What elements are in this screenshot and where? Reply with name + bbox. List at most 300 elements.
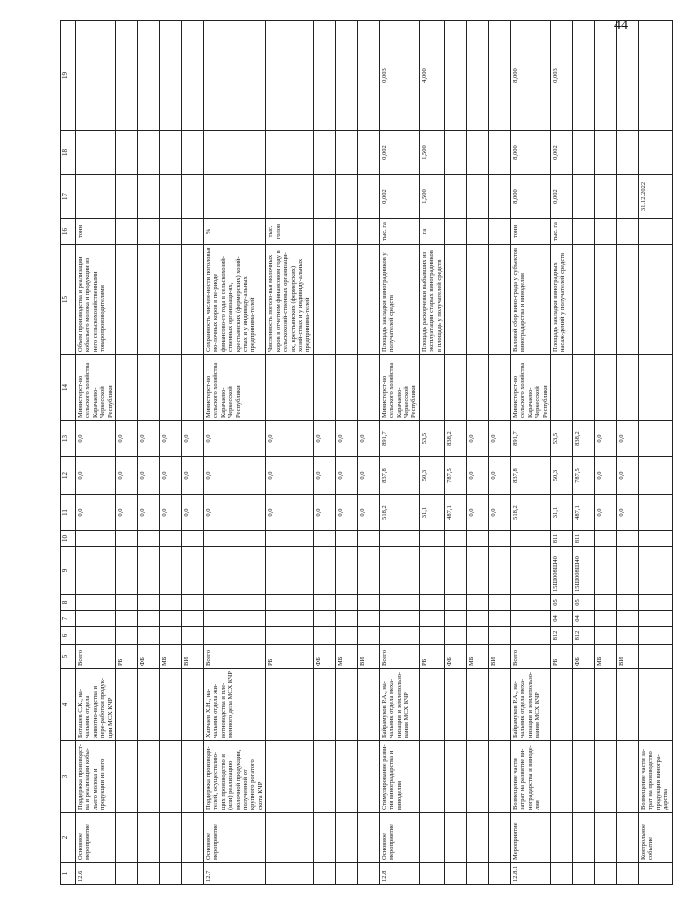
table-cell: РБ (551, 645, 573, 669)
table-cell (573, 219, 595, 245)
table-cell (444, 595, 466, 611)
table-cell (138, 547, 160, 595)
table-cell (204, 21, 266, 131)
column-header: 16 (61, 219, 76, 245)
table-cell: Стимулирование разви-тия виноградарства и виноделия (379, 741, 419, 813)
table-cell (357, 863, 379, 885)
table-cell (138, 245, 160, 355)
table-cell (138, 219, 160, 245)
table-cell: 0,002 (379, 131, 419, 175)
table-cell: 487,1 (444, 495, 466, 531)
table-cell (313, 531, 335, 547)
table-cell (335, 611, 357, 627)
table-cell: ФБ (444, 645, 466, 669)
table-cell (116, 627, 138, 645)
table-cell: 0,0 (160, 421, 182, 457)
table-cell (444, 813, 466, 863)
table-cell: МБ (335, 645, 357, 669)
column-header: 11 (61, 495, 76, 531)
table-cell (182, 21, 204, 131)
table-cell (510, 595, 550, 611)
table-cell: 0,0 (182, 421, 204, 457)
table-cell (617, 21, 639, 131)
table-cell (639, 611, 673, 627)
table-cell: 12.6 (76, 863, 116, 885)
column-header: 4 (61, 669, 76, 741)
table-cell (204, 595, 266, 611)
table-cell (138, 611, 160, 627)
table-cell (182, 627, 204, 645)
table-cell (357, 175, 379, 219)
table-cell (595, 547, 617, 595)
table-cell (466, 813, 488, 863)
table-cell (444, 669, 466, 741)
table-cell (444, 627, 466, 645)
table-cell: тыс. голов (266, 219, 313, 245)
column-header: 3 (61, 741, 76, 813)
table-cell: Хапчаев Х.Н., на-чальник отдела жи-вотноводства и пле-менного дела МСХ КЧР (204, 669, 266, 741)
table-cell: 15Ш008Ш40 (551, 547, 573, 595)
column-header: 14 (61, 355, 76, 421)
table-cell (595, 669, 617, 741)
table-cell (116, 611, 138, 627)
table-row (639, 21, 673, 885)
table-cell: 0,0 (466, 495, 488, 531)
table-cell (595, 531, 617, 547)
table-cell (617, 175, 639, 219)
table-cell: 812 (551, 627, 573, 645)
table-row (116, 21, 138, 885)
column-header: 19 (61, 21, 76, 131)
table-cell (510, 531, 550, 547)
table-cell: 0,0 (204, 421, 266, 457)
table-cell: 0,0 (488, 421, 510, 457)
table-cell (488, 131, 510, 175)
table-cell: 0,0 (335, 457, 357, 495)
table-row (573, 21, 595, 885)
table-cell (160, 611, 182, 627)
table-cell (639, 131, 673, 175)
table-cell (313, 595, 335, 611)
table-cell (488, 627, 510, 645)
table-cell: 31.12.2022 (639, 175, 673, 219)
table-cell (466, 595, 488, 611)
table-cell: 0,0 (182, 457, 204, 495)
table-cell: МБ (595, 645, 617, 669)
table-cell (466, 863, 488, 885)
table-cell (116, 547, 138, 595)
table-cell: 487,1 (573, 495, 595, 531)
table-cell (357, 245, 379, 355)
table-cell (595, 355, 617, 421)
table-cell: 811 (551, 531, 573, 547)
table-cell: 0,0 (357, 495, 379, 531)
table-cell (488, 863, 510, 885)
table-cell (551, 669, 573, 741)
table-cell (444, 21, 466, 131)
table-cell: тыс. га (379, 219, 419, 245)
table-cell: 811 (573, 531, 595, 547)
table-cell (266, 611, 313, 627)
table-cell (357, 547, 379, 595)
table-cell: Возмещение части за-трат на производство продукции виногра-дарства (639, 741, 673, 813)
table-cell (116, 131, 138, 175)
table-cell (551, 355, 573, 421)
table-cell (573, 245, 595, 355)
table-cell (182, 611, 204, 627)
table-cell: ФБ (573, 645, 595, 669)
table-cell: 0,0 (160, 495, 182, 531)
table-cell (76, 131, 116, 175)
table-cell: Сохранность числен-ности поголовья мо-лочных коров в пе-риоде финансово-го года в сельскохозяй-ственных организаци-ях, крестьянских (фермерских) хозяй-ствах и у индивиду-альных предпринима-телей (204, 245, 266, 355)
table-cell: 0,0 (204, 457, 266, 495)
table-cell: 04 (573, 611, 595, 627)
table-cell: 31,1 (551, 495, 573, 531)
table-cell (573, 131, 595, 175)
table-cell (488, 813, 510, 863)
table-cell (335, 21, 357, 131)
table-cell: РБ (116, 645, 138, 669)
table-cell (182, 547, 204, 595)
table-cell (160, 21, 182, 131)
table-cell (313, 175, 335, 219)
table-cell (357, 627, 379, 645)
table-cell: 837,8 (379, 457, 419, 495)
table-row (595, 21, 617, 885)
table-cell: Площадь закладки виноградников у получателей средств (379, 245, 419, 355)
table-cell (510, 627, 550, 645)
table-row (617, 21, 639, 885)
column-header: 5 (61, 645, 76, 669)
table-cell (444, 131, 466, 175)
table-row (266, 21, 313, 885)
table-cell (357, 131, 379, 175)
table-cell: тонн (76, 219, 116, 245)
table-cell: ВИ (488, 645, 510, 669)
column-header: 8 (61, 595, 76, 611)
table-cell: 0,0 (357, 457, 379, 495)
table-cell (160, 219, 182, 245)
table-cell (335, 547, 357, 595)
table-cell (138, 595, 160, 611)
table-cell (595, 813, 617, 863)
table-cell: 04 (551, 611, 573, 627)
table-cell (266, 547, 313, 595)
table-cell (335, 245, 357, 355)
table-cell (639, 355, 673, 421)
table-cell: 0,002 (551, 131, 573, 175)
table-cell (160, 175, 182, 219)
column-header: 10 (61, 531, 76, 547)
table-cell: 15Ш008Ш40 (573, 547, 595, 595)
table-cell: 518,2 (510, 495, 550, 531)
table-cell (138, 669, 160, 741)
table-cell (182, 219, 204, 245)
table-cell: 0,0 (595, 421, 617, 457)
table-cell (116, 669, 138, 741)
table-cell: 0,0 (488, 457, 510, 495)
table-cell: 891,7 (379, 421, 419, 457)
table-cell: 50,3 (551, 457, 573, 495)
table-cell (379, 531, 419, 547)
table-cell (313, 627, 335, 645)
table-cell (160, 813, 182, 863)
table-cell: 05 (573, 595, 595, 611)
table-cell (379, 595, 419, 611)
table-cell (335, 741, 357, 813)
table-cell (313, 669, 335, 741)
table-cell (573, 21, 595, 131)
table-cell (444, 863, 466, 885)
table-cell: 0,0 (335, 495, 357, 531)
table-cell: Основное мероприятие (76, 813, 116, 863)
table-cell (617, 863, 639, 885)
table-cell: ВИ (357, 645, 379, 669)
table-cell (204, 547, 266, 595)
table-cell (466, 531, 488, 547)
table-cell (335, 627, 357, 645)
table-cell: 0,0 (116, 421, 138, 457)
table-cell (116, 175, 138, 219)
table-cell (573, 355, 595, 421)
table-cell (76, 21, 116, 131)
table-cell (488, 595, 510, 611)
table-cell (313, 21, 335, 131)
table-cell: 0,0 (313, 495, 335, 531)
table-row (551, 21, 573, 885)
table-cell (313, 741, 335, 813)
table-cell (595, 21, 617, 131)
table-cell (182, 669, 204, 741)
table-cell (617, 741, 639, 813)
table-cell: % (204, 219, 266, 245)
table-cell: 0,002 (379, 175, 419, 219)
table-cell (76, 595, 116, 611)
column-header: 2 (61, 813, 76, 863)
table-cell: 0,0 (313, 421, 335, 457)
table-cell (335, 219, 357, 245)
table-cell (182, 175, 204, 219)
table-cell: 31,1 (419, 495, 444, 531)
table-cell (182, 813, 204, 863)
table-cell (335, 131, 357, 175)
table-cell: 53,5 (551, 421, 573, 457)
table-cell: 787,5 (573, 457, 595, 495)
table-cell: 0,0 (138, 457, 160, 495)
table-cell (419, 595, 444, 611)
table-cell (639, 21, 673, 131)
column-header: 9 (61, 547, 76, 595)
table-cell (488, 175, 510, 219)
table-cell (138, 21, 160, 131)
table-row (204, 21, 266, 885)
table-cell (639, 245, 673, 355)
table-cell (419, 611, 444, 627)
table-row (444, 21, 466, 885)
table-cell (466, 669, 488, 741)
table-cell (595, 595, 617, 611)
table-cell (466, 355, 488, 421)
table-cell: 518,2 (379, 495, 419, 531)
table-cell (160, 863, 182, 885)
table-cell (639, 495, 673, 531)
table-cell (357, 219, 379, 245)
table-cell (138, 131, 160, 175)
table-cell: 8,000 (510, 175, 550, 219)
table-cell: Основное мероприятие (379, 813, 419, 863)
column-header: 6 (61, 627, 76, 645)
table-cell: 838,2 (573, 421, 595, 457)
table-cell (335, 355, 357, 421)
table-cell: 12.8.1 (510, 863, 550, 885)
table-cell (573, 813, 595, 863)
table-cell (617, 219, 639, 245)
table-cell (573, 669, 595, 741)
table-cell: 0,0 (617, 421, 639, 457)
table-row (419, 21, 444, 885)
table-row (182, 21, 204, 885)
table-cell (617, 813, 639, 863)
header-row (61, 21, 76, 885)
table-cell (617, 245, 639, 355)
table-cell (204, 611, 266, 627)
column-header: 15 (61, 245, 76, 355)
table-cell (357, 813, 379, 863)
table-row (510, 21, 550, 885)
table-cell: 8,000 (510, 131, 550, 175)
table-row (466, 21, 488, 885)
table-cell: 53,5 (419, 421, 444, 457)
table-cell: Всего (379, 645, 419, 669)
table-cell (182, 595, 204, 611)
table-cell (138, 355, 160, 421)
table-cell (266, 531, 313, 547)
table-cell (466, 245, 488, 355)
table-cell: Поддержка производст-ва и реализации кобы-льего молока и продукции из него (76, 741, 116, 813)
program-table (60, 20, 673, 885)
table-cell (639, 421, 673, 457)
table-cell (313, 355, 335, 421)
table-cell: 0,0 (266, 421, 313, 457)
table-cell (595, 219, 617, 245)
table-cell (573, 175, 595, 219)
table-cell (488, 741, 510, 813)
table-cell (266, 355, 313, 421)
table-cell (573, 741, 595, 813)
table-cell (76, 175, 116, 219)
table-cell: Всего (510, 645, 550, 669)
table-cell: га (419, 219, 444, 245)
table-cell: 812 (573, 627, 595, 645)
table-cell (617, 131, 639, 175)
table-cell (419, 547, 444, 595)
table-cell (160, 131, 182, 175)
table-cell (313, 611, 335, 627)
table-cell (466, 175, 488, 219)
table-cell (313, 219, 335, 245)
column-header: 1 (61, 863, 76, 885)
table-cell (488, 355, 510, 421)
table-cell: Боташев С.К., на-чальник отдела животно-водства и пере-работки продук-ции МСХ КЧР (76, 669, 116, 741)
table-cell (116, 741, 138, 813)
table-cell: 8,000 (510, 21, 550, 131)
table-cell (313, 813, 335, 863)
table-cell (357, 611, 379, 627)
table-cell (182, 245, 204, 355)
table-row (379, 21, 419, 885)
table-cell (160, 355, 182, 421)
table-cell: Возмещение части затрат на развитие ви-ноградарства и виноде-лия (510, 741, 550, 813)
table-cell (266, 863, 313, 885)
table-cell (639, 627, 673, 645)
table-cell: 0,0 (357, 421, 379, 457)
table-cell (419, 355, 444, 421)
table-cell (266, 131, 313, 175)
table-cell (335, 531, 357, 547)
table-cell (204, 175, 266, 219)
table-cell (160, 669, 182, 741)
table-cell: 0,0 (76, 421, 116, 457)
table-cell (116, 245, 138, 355)
table-cell (182, 863, 204, 885)
table-cell (488, 547, 510, 595)
table-cell (595, 245, 617, 355)
table-cell (466, 611, 488, 627)
table-cell: 891,7 (510, 421, 550, 457)
table-cell (160, 741, 182, 813)
table-cell: МБ (160, 645, 182, 669)
table-cell (510, 611, 550, 627)
table-cell (138, 813, 160, 863)
table-cell (160, 531, 182, 547)
table-cell (116, 355, 138, 421)
table-cell (573, 863, 595, 885)
table-cell: Основное мероприятие (204, 813, 266, 863)
table-cell (617, 627, 639, 645)
table-cell: ФБ (138, 645, 160, 669)
table-cell (204, 531, 266, 547)
table-cell: 1,500 (419, 131, 444, 175)
table-cell (488, 219, 510, 245)
table-cell: 0,0 (266, 457, 313, 495)
table-cell (76, 531, 116, 547)
table-cell: Министерст-во сельского хозяйства Карачаево-Черкесской Республики (76, 355, 116, 421)
table-cell (160, 547, 182, 595)
table-cell: 0,0 (466, 457, 488, 495)
table-cell: Площадь раскорчевки выбывших из эксплуатации старых виноградников в площадь у получателей средств (419, 245, 444, 355)
table-cell: РБ (419, 645, 444, 669)
table-cell (444, 547, 466, 595)
table-cell (313, 863, 335, 885)
table-cell (138, 627, 160, 645)
table-cell: Министерст-во сельского хозяйства Карачаево-Черкесской Республики (204, 355, 266, 421)
table-cell: МБ (466, 645, 488, 669)
table-cell: 0,0 (160, 457, 182, 495)
table-row (160, 21, 182, 885)
table-cell (488, 245, 510, 355)
table-cell: 838,2 (444, 421, 466, 457)
table-cell (639, 669, 673, 741)
table-cell (444, 245, 466, 355)
table-cell (639, 457, 673, 495)
table-row (313, 21, 335, 885)
table-cell (182, 355, 204, 421)
table-cell: 0,002 (551, 175, 573, 219)
table-cell (466, 627, 488, 645)
table-cell (617, 595, 639, 611)
table-cell: 0,0 (182, 495, 204, 531)
table-cell (204, 627, 266, 645)
